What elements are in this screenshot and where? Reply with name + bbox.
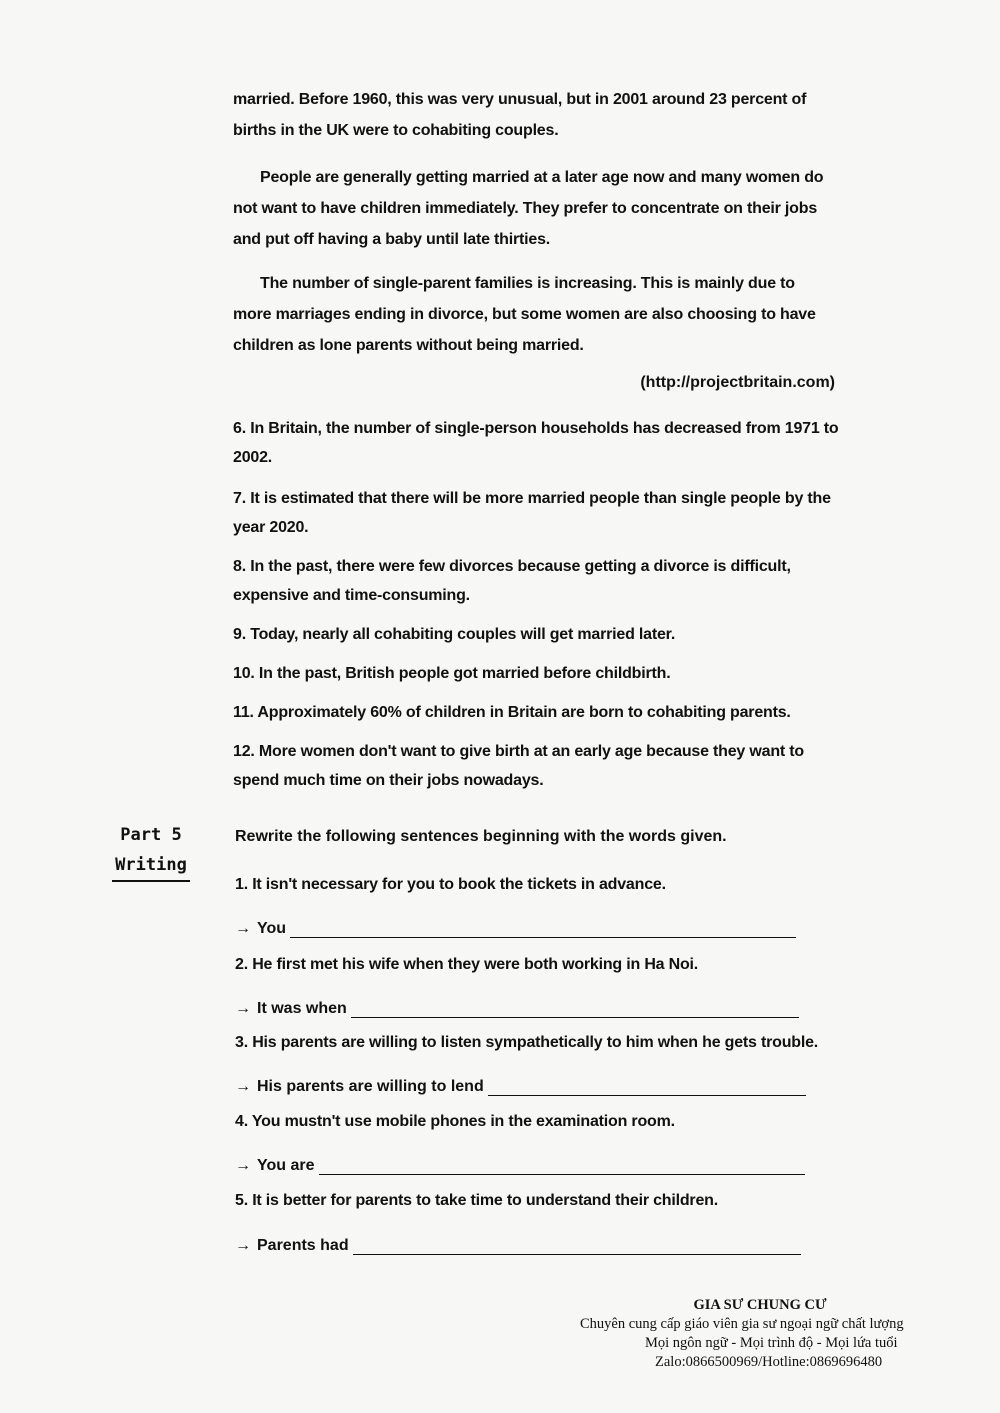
answer-blank[interactable] <box>351 999 799 1018</box>
footer-tagline: Chuyên cung cấp giáo viên gia sư ngoại ngữ chất lượng <box>580 1316 904 1332</box>
question-item <box>233 552 839 610</box>
question-item <box>233 737 839 795</box>
question-text: In the past, British people got married before childbirth. <box>258 665 671 682</box>
arrow-icon: → <box>235 1078 251 1095</box>
question-text: It is estimated that there will be more married people than single people by the year 2020. <box>233 490 831 536</box>
arrow-icon: → <box>235 1000 251 1017</box>
answer-start: You are <box>257 1157 315 1174</box>
question-number: 6. <box>233 420 246 437</box>
writing-prompt: 4. You mustn't use mobile phones in the examination room. <box>235 1113 675 1130</box>
passage-text: People are generally getting married at a later age now and many women do not want to have children immediately. They prefer to concentrate on their jobs and put off having a baby until late thirties. <box>233 169 824 248</box>
writing-prompt: 1. It isn't necessary for you to book the tickets in advance. <box>235 876 666 893</box>
question-number: 11. <box>233 704 254 721</box>
question-number: 9. <box>233 626 246 643</box>
arrow-icon: → <box>235 1237 251 1254</box>
part-divider <box>112 880 190 882</box>
passage-paragraph-2 <box>233 162 833 255</box>
answer-start: You <box>257 920 287 937</box>
question-item <box>233 698 839 727</box>
answer-start: It was when <box>257 1000 347 1017</box>
footer-title: GIA SƯ CHUNG CƯ <box>693 1297 827 1313</box>
question-number: 8. <box>233 558 246 575</box>
question-number: 10. <box>233 665 255 682</box>
question-item <box>233 659 839 688</box>
question-text: More women don't want to give birth at an early age because they want to spend much time on their jobs nowadays. <box>233 743 804 789</box>
question-item <box>233 620 839 649</box>
arrow-icon: → <box>235 920 251 937</box>
passage-paragraph-3 <box>233 268 833 361</box>
answer-start: Parents had <box>257 1237 349 1254</box>
answer-start: His parents are willing to lend <box>257 1078 484 1095</box>
answer-line <box>235 914 796 938</box>
footer-branding <box>575 1296 1000 1372</box>
question-item <box>233 484 839 542</box>
part-label: Part 5 <box>120 825 182 845</box>
answer-line <box>235 1231 801 1255</box>
answer-blank[interactable] <box>353 1236 801 1255</box>
section-instruction: Rewrite the following sentences beginning with the words given. <box>235 828 727 845</box>
answer-line <box>235 1151 805 1175</box>
answer-blank[interactable] <box>290 919 796 938</box>
question-item <box>233 414 839 472</box>
answer-blank[interactable] <box>319 1156 805 1175</box>
question-text: Today, nearly all cohabiting couples will get married later. <box>250 626 676 643</box>
question-text: In the past, there were few divorces because getting a divorce is difficult, expensive and time-consuming. <box>233 558 791 604</box>
passage-text: The number of single-parent families is increasing. This is mainly due to more marriages ending in divorce, but some women are also choosing to have children as lone parents without being married. <box>233 275 816 354</box>
question-number: 7. <box>233 490 246 507</box>
answer-line <box>235 994 799 1018</box>
answer-blank[interactable] <box>488 1077 806 1096</box>
passage-paragraph-1 <box>233 84 833 146</box>
writing-prompt: 2. He first met his wife when they were both working in Ha Noi. <box>235 956 699 973</box>
question-text: Approximately 60% of children in Britain are born to cohabiting parents. <box>257 704 791 721</box>
writing-prompt: 3. His parents are willing to listen sympathetically to him when he gets trouble. <box>235 1034 819 1051</box>
question-text: In Britain, the number of single-person households has decreased from 1971 to 2002. <box>233 420 839 466</box>
arrow-icon: → <box>235 1157 251 1174</box>
writing-prompt: 5. It is better for parents to take time to understand their children. <box>235 1192 718 1209</box>
passage-source: (http://projectbritain.com) <box>640 374 835 391</box>
footer-contact: Zalo:0866500969/Hotline:0869696480 <box>655 1354 883 1370</box>
passage-text: married. Before 1960, this was very unusual, but in 2001 around 23 percent of births in the UK were to cohabiting couples. <box>233 91 807 139</box>
question-number: 12. <box>233 743 255 760</box>
answer-line <box>235 1072 806 1096</box>
part-name: Writing <box>115 855 187 875</box>
footer-subtagline: Mọi ngôn ngữ - Mọi trình độ - Mọi lứa tuổi <box>645 1335 898 1351</box>
